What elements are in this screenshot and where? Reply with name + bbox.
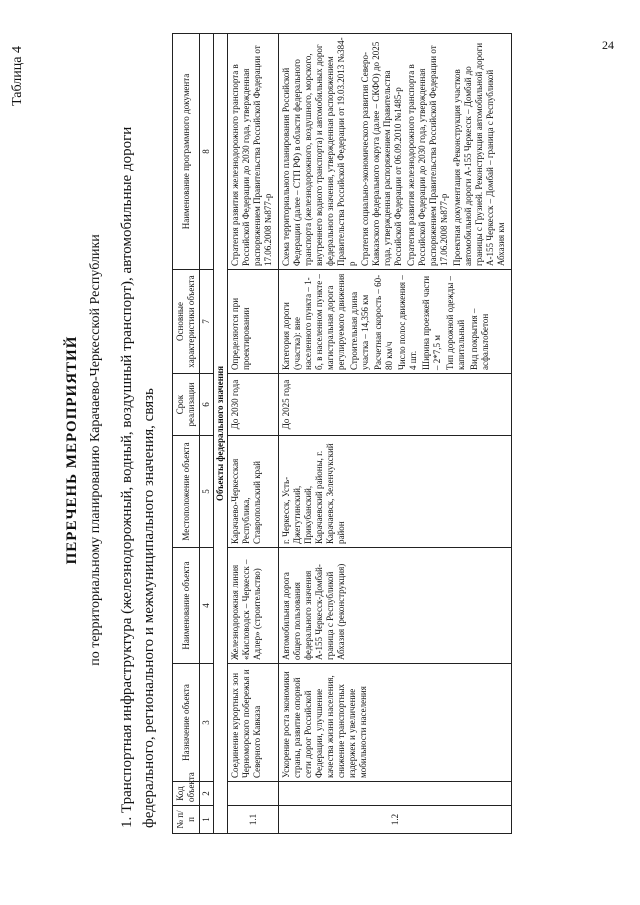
object-purpose: Соединение курортных зон Черноморского побережья и Северного Кавказа	[228, 664, 279, 782]
column-number: 7	[200, 270, 214, 374]
column-number: 8	[200, 34, 214, 270]
landscape-sheet	[4, 10, 640, 890]
header-cell: Местоположение объекта	[173, 436, 200, 548]
page-number: 24	[602, 38, 614, 52]
header-cell: Основные характеристики объекта	[173, 270, 200, 374]
column-number: 4	[200, 548, 214, 664]
object-name: Автомобильная дорога общего пользования федерального значения А-155 Черкесск-Домбай-граница с Республикой Абхазия (реконструкция)	[279, 548, 512, 664]
row-number: 1.2	[279, 806, 512, 834]
header-cell: Наименование объекта	[173, 548, 200, 664]
implementation-term: До 2025 года	[279, 374, 512, 436]
characteristic-line: Строительная длина участка – 14,356 км	[349, 291, 370, 370]
characteristic-line: Определяются при проектировании	[230, 297, 251, 370]
header-cell: Назначение объекта	[173, 664, 200, 782]
header-cell: Срок реализации	[173, 374, 200, 436]
characteristic-line: Категория дороги (участка): вне населенного пункта – 1-б, в населенном пункте – магистральная дорога регулируемого движения	[281, 273, 346, 370]
object-code	[228, 782, 279, 806]
column-number-row	[200, 34, 214, 834]
measures-table	[172, 33, 512, 834]
characteristic-line: Число полос движения – 4 шт.	[397, 275, 418, 370]
characteristic-line: Вид покрытия – асфальтобетон	[469, 308, 490, 370]
document-entry: Схема территориального планирования Российской Федерации (далее – СТП РФ) в области федерального транспорта (железнодорожного, воздушного, морского, внутреннего водного транспорта) и автомобильных дорог федерального значения, утвержденная распоряжением Правительства Российской Федерации от 19.03.2013 №384-р	[281, 37, 357, 266]
table-row	[228, 34, 279, 834]
object-code	[279, 782, 512, 806]
object-purpose: Ускорение роста экономики страны, развитие опорной сети дорог Российской Федерации, улучшение качества жизни населения, снижение транспортных издержек и увеличение мобильности населения	[279, 664, 512, 782]
header-cell: № п/п	[173, 806, 200, 834]
implementation-term: До 2030 года	[228, 374, 279, 436]
object-characteristics	[228, 270, 279, 374]
column-number: 5	[200, 436, 214, 548]
row-number: 1.1	[228, 806, 279, 834]
column-number: 2	[200, 782, 214, 806]
object-location: Карачаево-Черкесская Республика, Ставропольский край	[228, 436, 279, 548]
document-entry: Стратегия развития железнодорожного транспорта в Российской Федерации до 2030 года, утвержденная распоряжением Правительства Российской Федерации от 17.06.2008 №877-р	[406, 45, 449, 266]
characteristic-line: Расчетная скорость – 60-80 км/ч	[373, 274, 394, 370]
table-row	[279, 34, 512, 834]
object-characteristics	[279, 270, 512, 374]
program-documents	[279, 34, 512, 270]
section-heading: 1. Транспортная инфраструктура (железнодорожный, водный, воздушный транспорт), автомобильные дороги федерального, регионального и межмуниципального значения, связь	[119, 126, 157, 828]
object-location: г. Черкесск, Усть-Джегутинский, Прикубанский, Карачаевский районы, г. Карачаевск, Зеленчукский район	[279, 436, 512, 548]
column-number: 6	[200, 374, 214, 436]
column-number: 1	[200, 806, 214, 834]
document-subtitle: по территориальному планированию Карачаево-Черкесской Республики	[88, 234, 103, 666]
table-label: Таблица 4	[10, 46, 25, 106]
header-cell: Наименование программного документа	[173, 34, 200, 270]
group-row	[214, 34, 228, 834]
characteristic-line: Тип дорожной одежды – капитальный	[445, 275, 466, 370]
document-entry: Проектная документация «Реконструкция участков автомобильной дороги А-155 Черкесск – Домбай до границы с Грузией. Реконструкция автомобильной дороги А-155 Черкесск – Домбай – граница с Республикой Абхазия км	[452, 42, 506, 266]
characteristic-line: Ширина проезжей части – 2*7,5 м	[421, 275, 442, 370]
header-row	[173, 34, 200, 834]
object-name: Железнодорожная линия «Кисловодск – Черкесск – Адлер» (строительство)	[228, 548, 279, 664]
document-title: ПЕРЕЧЕНЬ МЕРОПРИЯТИЙ	[64, 335, 80, 565]
group-title: Объекты федерального значения	[214, 34, 228, 834]
column-number: 3	[200, 664, 214, 782]
document-entry: Стратегия социально-экономического развития Северо-Кавказского федерального округа (далее – СКФО) до 2025 года, утвержденная распоряжением Правительства Российской Федерации от 06.09.2010 №1485-р	[360, 41, 403, 266]
document-entry: Стратегия развития железнодорожного транспорта в Российской Федерации до 2030 года, утвержденная распоряжением Правительства Российской Федерации от 17.06.2008 №877-р	[230, 45, 273, 266]
header-cell: Код объекта	[173, 782, 200, 806]
program-documents	[228, 34, 279, 270]
